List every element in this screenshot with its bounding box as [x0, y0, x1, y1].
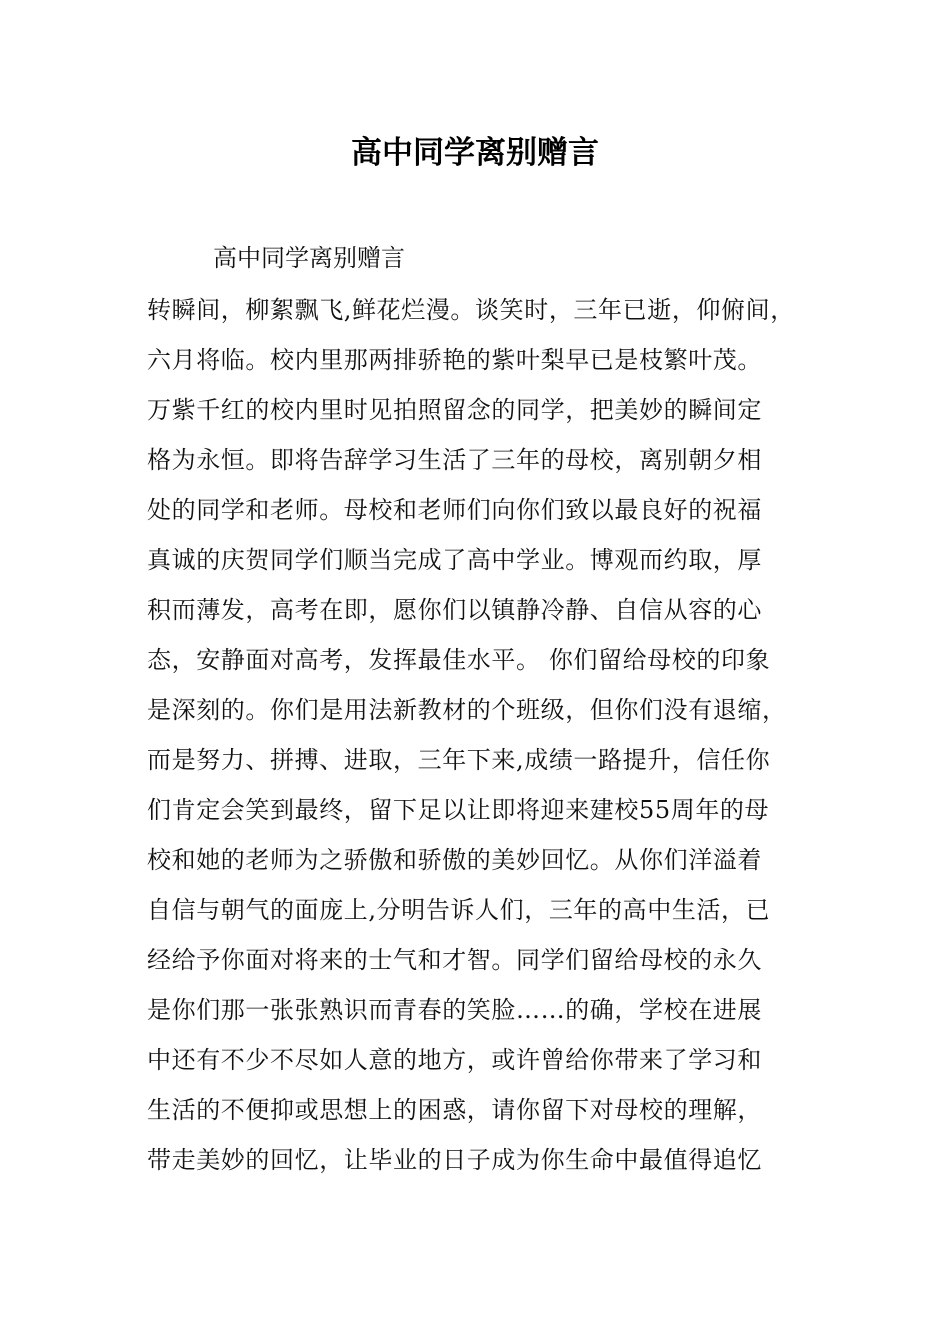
- body-line: 带走美妙的回忆，让毕业的日子成为你生命中最值得追忆: [147, 1146, 762, 1174]
- document-title: 高中同学离别赠言: [351, 135, 599, 171]
- body-line: 转瞬间，柳絮飘飞,鲜花烂漫。谈笑时，三年已逝，仰俯间，: [147, 296, 795, 324]
- body-text: [147, 285, 837, 1185]
- body-line: 六月将临。校内里那两排骄艳的紫叶梨早已是枝繁叶茂。: [147, 346, 762, 374]
- body-line: 校和她的老师为之骄傲和骄傲的美妙回忆。从你们洋溢着: [147, 846, 762, 874]
- document-subtitle: 高中同学离别赠言: [213, 244, 405, 272]
- body-line: 中还有不少不尽如人意的地方，或许曾给你带来了学习和: [147, 1046, 762, 1074]
- body-line: 而是努力、拼搏、进取，三年下来,成绩一路提升，信任你: [147, 746, 771, 774]
- body-line: 是你们那一张张熟识而青春的笑脸……的确，学校在进展: [147, 996, 762, 1024]
- body-line: 态，安静面对高考，发挥最佳水平。 你们留给母校的印象: [147, 646, 771, 674]
- body-line: 积而薄发，高考在即，愿你们以镇静冷静、自信从容的心: [147, 596, 762, 624]
- body-line: 是深刻的。你们是用法新教材的个班级，但你们没有退缩，: [147, 696, 787, 724]
- body-line: 处的同学和老师。母校和老师们向你们致以最良好的祝福: [147, 496, 762, 524]
- body-line: 万紫千红的校内里时见拍照留念的同学，把美妙的瞬间定: [147, 396, 762, 424]
- body-line: 经给予你面对将来的士气和才智。同学们留给母校的永久: [147, 946, 762, 974]
- body-line: 自信与朝气的面庞上,分明告诉人们，三年的高中生活，已: [147, 896, 771, 924]
- body-line: 真诚的庆贺同学们顺当完成了高中学业。博观而约取，厚: [147, 546, 762, 574]
- body-line: 生活的不便抑或思想上的困惑，请你留下对母校的理解，: [147, 1096, 762, 1124]
- body-line: 们肯定会笑到最终，留下足以让即将迎来建校55周年的母: [147, 796, 770, 824]
- body-line: 格为永恒。即将告辞学习生活了三年的母校，离别朝夕相: [147, 446, 762, 474]
